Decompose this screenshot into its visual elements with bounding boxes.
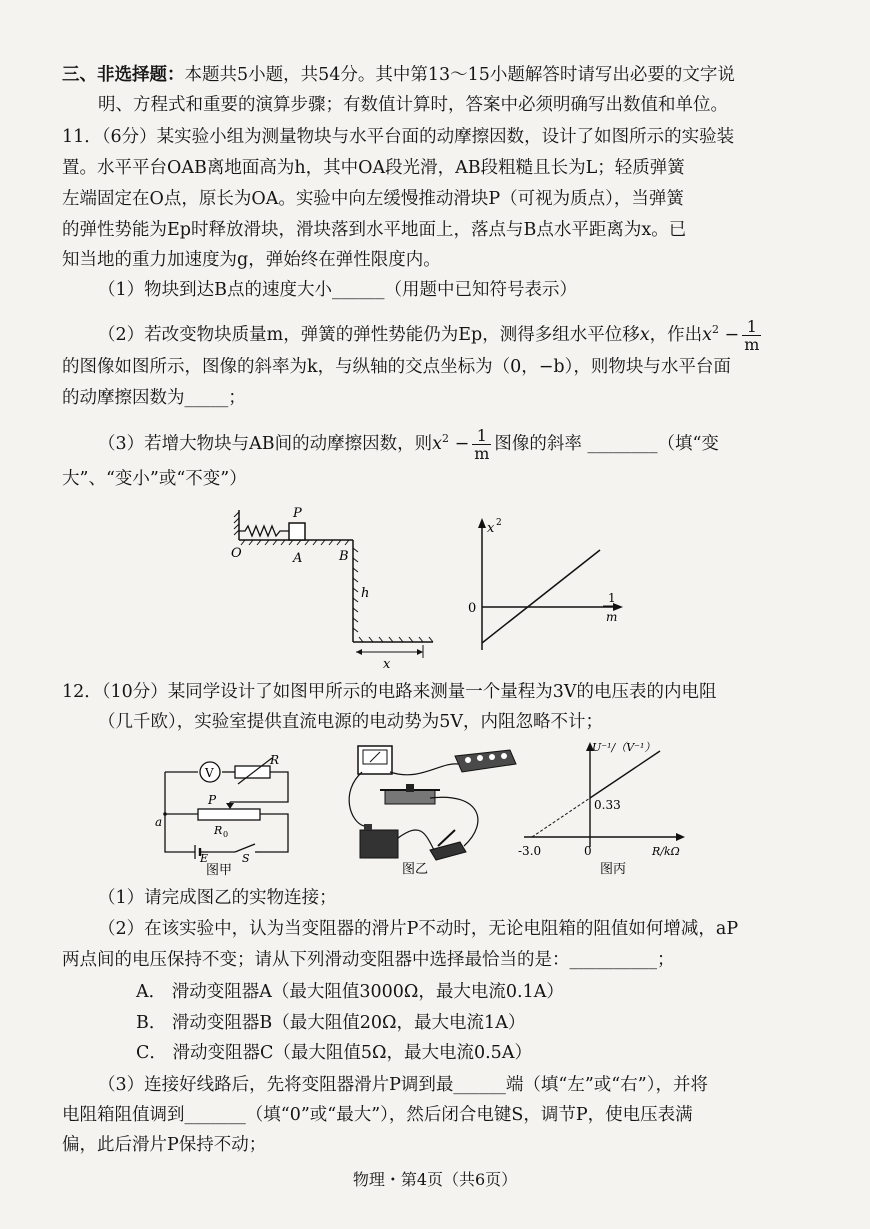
page-footer: 物理・第4页（共6页）	[352, 1170, 518, 1189]
q11-part3-text: （3）若增大物块与AB间的动摩擦因数，则	[98, 434, 433, 454]
caption-jia: 图甲	[206, 863, 233, 877]
frac-num: 1	[472, 427, 491, 445]
q11-line4: 的弹性势能为Ep时释放滑块，滑块落到水平地面上，落点与B点水平距离为x。已	[62, 220, 687, 240]
resistance-box-device	[455, 750, 516, 772]
q11-part3-line1	[98, 427, 719, 462]
label-R0-sub: 0	[223, 830, 229, 839]
q11-part2-line3: 的动摩擦因数为_____；	[62, 388, 246, 408]
extrapolated-line	[532, 798, 590, 837]
label-a: a	[155, 815, 163, 829]
y-axis-label: x	[487, 521, 495, 536]
battery-terminal	[364, 824, 372, 830]
y-axis-label: U⁻¹/（V⁻¹）	[592, 741, 656, 754]
rheostat-device	[385, 790, 435, 804]
rheostat-slider	[406, 784, 414, 792]
q11-part3-minus: −	[449, 434, 470, 454]
q11-part2-x: x	[639, 325, 650, 345]
circuit-diagram-jia	[150, 752, 310, 877]
q11-part1: （1）物块到达B点的速度大小______（用题中已知符号表示）	[98, 280, 577, 300]
q11-part3-sup: 2	[442, 432, 450, 446]
caption-yi: 图乙	[402, 862, 429, 877]
one-over-m-fraction	[742, 318, 761, 353]
x-axis-label: R/kΩ	[652, 845, 680, 858]
y-axis-label-sup: 2	[496, 518, 502, 528]
y-tick-label: 0.33	[594, 798, 621, 812]
frac-den: m	[744, 335, 760, 354]
apparatus-photo-yi	[330, 742, 520, 877]
q12-option-b: B． 滑动变阻器B（最大阻值20Ω，最大电流1A）	[136, 1013, 526, 1033]
q12-part2-line2: 两点间的电压保持不变；请从下列滑动变阻器中选择最恰当的是：__________；	[62, 950, 675, 970]
q11-part3-text2: 图像的斜率 ________（填“变	[494, 434, 719, 454]
q11-part2-minus: −	[718, 325, 740, 345]
frac-den: m	[474, 444, 490, 463]
block-p	[289, 523, 305, 540]
battery-device	[360, 830, 398, 858]
label-h: h	[361, 586, 370, 601]
slider-arrow	[226, 803, 234, 809]
x-label-num: 1	[608, 591, 616, 605]
label-O: O	[231, 546, 242, 561]
q11-part2-line2: 的图像如图所示，图像的斜率为k，与纵轴的交点坐标为（0，−b），则物块与水平台面	[62, 357, 731, 377]
origin-label: 0	[468, 601, 477, 616]
label-R0: R	[214, 824, 223, 837]
switch-device	[430, 842, 466, 860]
origin-label: 0	[584, 844, 592, 858]
q12-line1: 12．（10分）某同学设计了如图甲所示的电路来测量一个量程为3V的电压表的内电阻	[62, 682, 717, 702]
q12-part3-line2: 电阻箱阻值调到_______（填“0”或“最大”），然后闭合电键S，调节P，使电压表满	[62, 1105, 693, 1125]
section-intro-line1	[62, 63, 735, 87]
q12-part1: （1）请完成图乙的实物连接；	[98, 888, 337, 908]
q11-apparatus-figure	[225, 500, 445, 675]
rheostat-symbol	[198, 809, 260, 820]
label-P: P	[208, 793, 217, 807]
x-axis-arrow	[676, 833, 685, 841]
one-over-m-fraction	[472, 427, 491, 462]
voltmeter-label: V	[205, 766, 214, 780]
q11-part2-x2: x	[702, 325, 712, 345]
q11-part3-line2: 大”、“变小”或“不变”）	[62, 469, 247, 489]
label-R: R	[270, 753, 280, 767]
q11-part2-line1	[98, 318, 764, 353]
x-arrow-left	[356, 649, 362, 655]
q12-part2-line1: （2）在该实验中，认为当变阻器的滑片P不动时，无论电阻箱的阻值如何增减，aP	[98, 919, 739, 939]
junction-a	[163, 812, 167, 816]
label-E: E	[200, 852, 209, 865]
q12-option-a: A． 滑动变阻器A（最大阻值3000Ω，最大电流0.1A）	[136, 982, 564, 1002]
graph-line	[482, 550, 600, 643]
q12-line2: （几千欧），实验室提供直流电源的电动势为5V，内阻忽略不计；	[98, 712, 604, 732]
q11-line5: 知当地的重力加速度为g，弹始终在弹性限度内。	[62, 250, 441, 270]
graph-bing	[510, 735, 690, 877]
q12-part3-line1: （3）连接好线路后，先将变阻器滑片P调到最______端（填“左”或“右”），并将	[98, 1075, 708, 1095]
q11-line3: 左端固定在O点，原长为OA。实验中向左缓慢推动滑块P（可视为质点），当弹簧	[62, 189, 684, 209]
label-B: B	[339, 549, 349, 564]
y-axis-arrow	[478, 518, 486, 528]
q12-option-c: C． 滑动变阻器C（最大阻值5Ω，最大电流0.5A）	[136, 1043, 532, 1063]
q11-line1: 11．（6分）某实验小组为测量物块与水平台面的动摩擦因数，设计了如图所示的实验装	[62, 127, 735, 147]
q12-part3-line3: 偏，此后滑片P保持不动；	[62, 1135, 267, 1155]
caption-bing: 图丙	[600, 862, 627, 877]
label-A: A	[293, 551, 303, 566]
x-intercept-label: -3.0	[518, 844, 542, 858]
data-line	[590, 751, 660, 798]
section-title: 三、非选择题：	[62, 65, 185, 85]
section-intro-line2: 明、方程式和重要的演算步骤；有数值计算时，答案中必须明确写出数值和单位。	[98, 95, 728, 115]
q11-part2-text: （2）若改变物块质量m，弹簧的弹性势能仍为Ep，测得多组水平位移	[98, 325, 640, 345]
spring	[239, 526, 289, 536]
q11-part3-x: x	[432, 434, 443, 454]
switch-blade	[235, 844, 255, 852]
q11-line2: 置。水平平台OAB离地面高为h，其中OA段光滑，AB段粗糙且长为L；轻质弹簧	[62, 158, 685, 178]
resistance-box-symbol	[235, 766, 270, 778]
label-P: P	[293, 506, 302, 521]
q11-part2-sup: 2	[711, 323, 719, 337]
label-S: S	[242, 852, 250, 865]
section-intro-text: 本题共5小题，共54分。其中第13～15小题解答时请写出必要的文字说	[184, 65, 735, 85]
x-arrow-right	[417, 649, 423, 655]
frac-num: 1	[742, 318, 761, 336]
x-label-den: m	[606, 610, 618, 624]
label-x: x	[383, 657, 391, 672]
q11-graph-figure	[460, 510, 635, 660]
q11-part2-text2: ，作出	[649, 325, 703, 345]
